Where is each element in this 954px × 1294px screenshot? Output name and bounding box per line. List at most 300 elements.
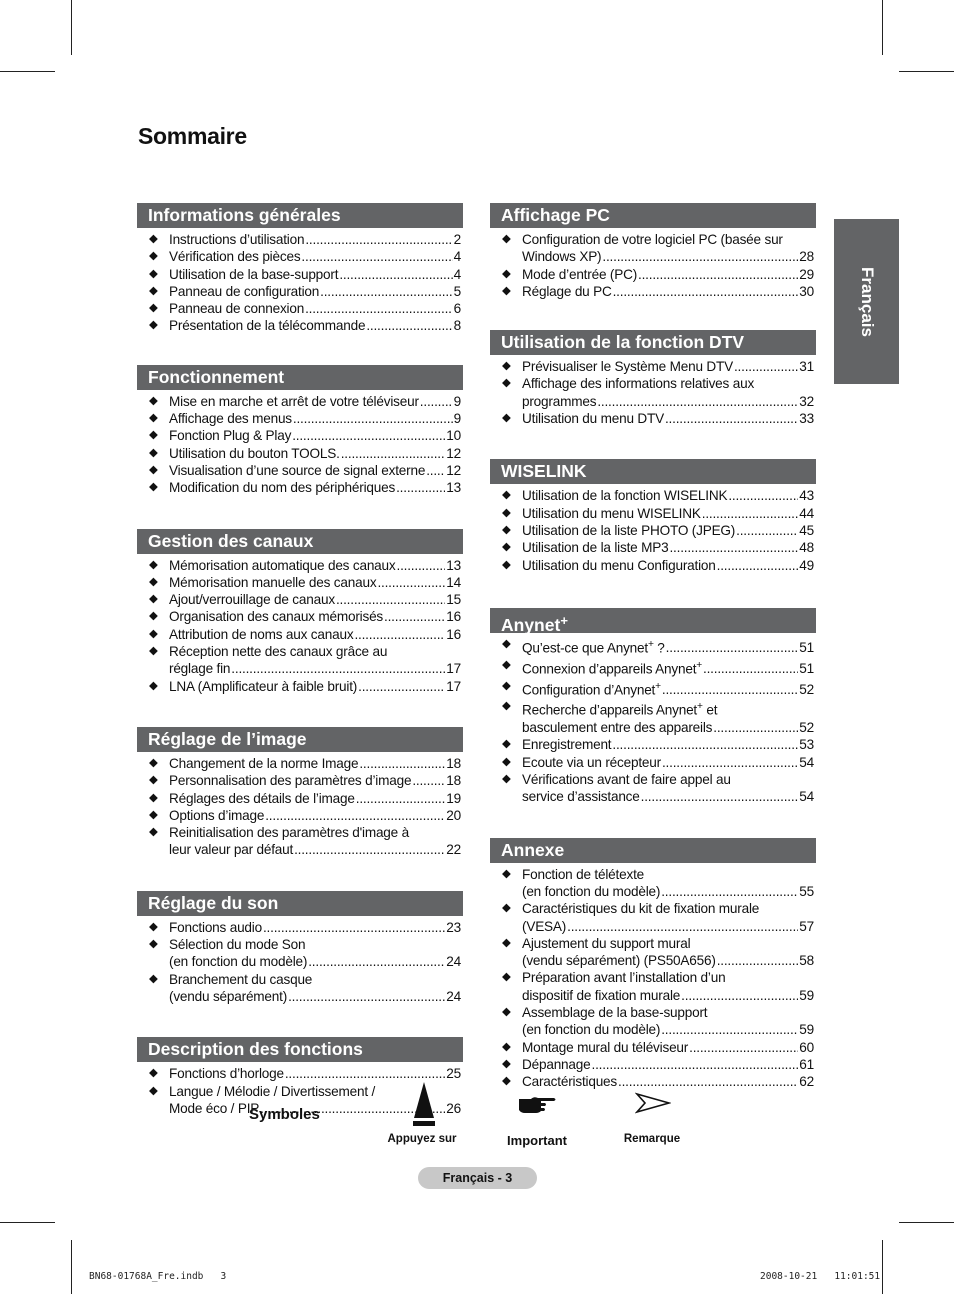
- toc-entry[interactable]: [137, 824, 463, 859]
- dot-leader: [305, 231, 452, 248]
- dot-leader: [681, 987, 798, 1004]
- toc-entry[interactable]: [490, 935, 816, 970]
- toc-entry-line: [522, 754, 814, 771]
- diamond-bullet-icon: ◆: [502, 284, 511, 297]
- toc-entry-text: Utilisation du bouton TOOLS.: [169, 445, 340, 461]
- dot-leader: [641, 788, 799, 805]
- section-heading: Annexe: [490, 838, 816, 863]
- toc-entry-line: [169, 317, 461, 334]
- toc-section: [490, 608, 816, 806]
- page-number: 59: [799, 1022, 814, 1038]
- press-arrow-icon: [408, 1080, 440, 1128]
- section-heading: Réglage du son: [137, 891, 463, 916]
- toc-entry-text: Prévisualiser le Système Menu DTV: [522, 359, 733, 375]
- toc-entry[interactable]: [490, 1073, 816, 1090]
- toc-entry[interactable]: [137, 462, 463, 479]
- dot-leader: [359, 755, 445, 772]
- toc-entry-text: Reinitialisation des paramètres d'image à: [169, 825, 409, 841]
- diamond-bullet-icon: ◆: [149, 756, 158, 769]
- toc-entry-text: Ajustement du support mural: [522, 935, 691, 951]
- toc-entry[interactable]: [137, 445, 463, 462]
- toc-entry[interactable]: [490, 266, 816, 283]
- diamond-bullet-icon: ◆: [149, 593, 158, 606]
- toc-entry[interactable]: [490, 969, 816, 1004]
- toc-entry-line: [522, 719, 814, 736]
- diamond-bullet-icon: ◆: [149, 1067, 158, 1080]
- toc-entry[interactable]: [490, 771, 816, 806]
- diamond-bullet-icon: ◆: [502, 773, 511, 786]
- diamond-bullet-icon: ◆: [149, 267, 158, 280]
- toc-entry[interactable]: [137, 231, 463, 248]
- page-number: 62: [799, 1074, 814, 1090]
- toc-entry-line: [169, 574, 461, 591]
- toc-entry[interactable]: [137, 936, 463, 971]
- toc-entry[interactable]: [490, 487, 816, 504]
- diamond-bullet-icon: ◆: [502, 360, 511, 373]
- page-number: 16: [446, 609, 461, 625]
- toc-entry-line: [522, 952, 814, 969]
- diamond-bullet-icon: ◆: [502, 377, 511, 390]
- toc-entry-text: LNA (Amplificateur à faible bruit): [169, 678, 358, 694]
- dot-leader: [665, 410, 798, 427]
- toc-entry[interactable]: [137, 317, 463, 334]
- toc-entry-text: Affichage des menus: [169, 411, 292, 427]
- toc-entry-line: [169, 591, 461, 608]
- dot-leader: [396, 479, 445, 496]
- toc-entry-line: [169, 772, 461, 789]
- page-number: 45: [799, 522, 814, 538]
- press-caption: Appuyez sur: [387, 1133, 457, 1145]
- toc-entry-text: Panneau de configuration: [169, 283, 320, 299]
- dot-leader: [567, 918, 798, 935]
- page-number: 58: [799, 953, 814, 969]
- toc-entry[interactable]: [137, 393, 463, 410]
- toc-entry-text: Ajout/verrouillage de canaux: [169, 592, 335, 608]
- page-number: 13: [446, 480, 461, 496]
- toc-entry[interactable]: [490, 1039, 816, 1056]
- diamond-bullet-icon: ◆: [502, 679, 511, 692]
- toc-entry-line: [522, 657, 814, 678]
- toc-entry[interactable]: [490, 231, 816, 266]
- crop-mark: [71, 0, 72, 55]
- diamond-bullet-icon: ◆: [149, 250, 158, 263]
- diamond-bullet-icon: ◆: [149, 412, 158, 425]
- toc-entry-text: Utilisation de la liste MP3: [522, 540, 669, 556]
- toc-entry-line: [522, 969, 814, 986]
- toc-entry[interactable]: [490, 678, 816, 699]
- toc-entry[interactable]: [137, 479, 463, 496]
- toc-entry[interactable]: [490, 375, 816, 410]
- page-number: 26: [446, 1100, 461, 1116]
- toc-entry-text: Montage mural du téléviseur: [522, 1039, 689, 1055]
- dot-leader: [669, 539, 798, 556]
- toc-entry-text: Personnalisation des paramètres d’image: [169, 773, 412, 789]
- toc-entry-text: Attribution de noms aux canaux: [169, 626, 354, 642]
- toc-entry-text: Mémorisation manuelle des canaux: [169, 574, 377, 590]
- page-number: 49: [799, 557, 814, 573]
- toc-entry[interactable]: [490, 557, 816, 574]
- print-file-info: BN68-01768A_Fre.indb 3: [89, 1271, 227, 1282]
- crop-mark: [0, 71, 55, 72]
- toc-entry[interactable]: [137, 626, 463, 643]
- toc-entry-text: Changement de la norme Image: [169, 755, 359, 771]
- toc-entry-line: [169, 462, 461, 479]
- toc-entry-line: [169, 953, 461, 970]
- toc-entry-text: Utilisation de la base-support: [169, 266, 339, 282]
- toc-entry-text: Instructions d’utilisation: [169, 232, 305, 247]
- print-datetime: 2008-10-21 11:01:51: [760, 1271, 881, 1282]
- dot-leader: [305, 300, 453, 317]
- toc-entry-line: [169, 824, 461, 841]
- page-number: 17: [446, 678, 461, 694]
- diamond-bullet-icon: ◆: [149, 233, 158, 245]
- page-number: 43: [799, 488, 814, 504]
- page-number: 13: [446, 557, 461, 573]
- diamond-bullet-icon: ◆: [149, 1084, 158, 1097]
- dot-leader: [397, 557, 446, 574]
- dot-leader: [717, 952, 799, 969]
- dot-leader: [412, 772, 445, 789]
- toc-entry-text: Visualisation d’une source de signal externe: [169, 462, 426, 478]
- toc-entry-line: [169, 266, 461, 283]
- dot-leader: [294, 841, 445, 858]
- toc-entry[interactable]: [137, 807, 463, 824]
- diamond-bullet-icon: ◆: [149, 429, 158, 442]
- crop-mark: [71, 1240, 72, 1294]
- dot-leader: [597, 393, 798, 410]
- dot-leader: [666, 639, 799, 656]
- toc-list: [490, 358, 816, 427]
- toc-entry-line: [522, 1039, 814, 1056]
- toc-entry[interactable]: [137, 557, 463, 574]
- toc-entry[interactable]: [490, 736, 816, 753]
- dot-leader: [613, 283, 799, 300]
- toc-entry-text: Réglage du PC: [522, 283, 612, 299]
- toc-entry-text: Assemblage de la base-support: [522, 1005, 708, 1021]
- dot-leader: [320, 283, 452, 300]
- toc-entry[interactable]: [137, 971, 463, 1006]
- toc-entry-text: Sélection du mode Son: [169, 937, 306, 953]
- toc-entry[interactable]: [137, 410, 463, 427]
- toc-entry[interactable]: [490, 539, 816, 556]
- toc-entry-text: dispositif de fixation murale: [522, 987, 681, 1003]
- toc-entry-line: [522, 900, 814, 917]
- toc-entry[interactable]: [137, 300, 463, 317]
- diamond-bullet-icon: ◆: [149, 920, 158, 933]
- dot-leader: [702, 505, 799, 522]
- toc-entry-line: [169, 248, 461, 265]
- page-number: 25: [446, 1066, 461, 1082]
- dot-leader: [301, 248, 452, 265]
- toc-entry[interactable]: [137, 266, 463, 283]
- diamond-bullet-icon: ◆: [502, 936, 511, 949]
- diamond-bullet-icon: ◆: [149, 575, 158, 588]
- toc-entry-line: [522, 636, 814, 657]
- toc-entry-text: Préparation avant l’installation d’un: [522, 970, 726, 986]
- toc-entry-text: Utilisation de la liste PHOTO (JPEG): [522, 522, 736, 538]
- section-heading: Fonctionnement: [137, 365, 463, 390]
- diamond-bullet-icon: ◆: [502, 412, 511, 425]
- toc-entry[interactable]: [490, 657, 816, 678]
- toc-entry-text: Windows XP): [522, 249, 602, 265]
- toc-entry-line: [522, 539, 814, 556]
- page-number: 52: [799, 682, 814, 698]
- diamond-bullet-icon: ◆: [502, 971, 511, 984]
- toc-entry[interactable]: [137, 790, 463, 807]
- toc-entry-line: [169, 919, 461, 936]
- diamond-bullet-icon: ◆: [149, 284, 158, 297]
- page-number: 51: [799, 640, 814, 656]
- page-number: 33: [799, 411, 814, 427]
- diamond-bullet-icon: ◆: [149, 302, 158, 315]
- toc-section: [137, 203, 463, 335]
- dot-leader: [602, 248, 798, 265]
- toc-entry-text: Connexion d’appareils Anynet+: [522, 659, 703, 677]
- diamond-bullet-icon: ◆: [502, 541, 511, 554]
- toc-entry-text: Fonction de télétexte: [522, 866, 645, 882]
- crop-mark: [899, 1222, 954, 1223]
- toc-list: [137, 557, 463, 695]
- toc-entry[interactable]: [137, 772, 463, 789]
- diamond-bullet-icon: ◆: [502, 902, 511, 915]
- toc-entry-text: Enregistrement: [522, 737, 612, 753]
- dot-leader: [384, 608, 445, 625]
- toc-entry[interactable]: [137, 643, 463, 678]
- diamond-bullet-icon: ◆: [502, 233, 511, 245]
- toc-entry-text: (en fonction du modèle): [522, 883, 661, 899]
- page-number: 32: [799, 393, 814, 409]
- toc-entry-line: [522, 375, 814, 392]
- crop-mark: [899, 71, 954, 72]
- toc-entry-line: [169, 790, 461, 807]
- diamond-bullet-icon: ◆: [502, 489, 511, 502]
- diamond-bullet-icon: ◆: [502, 1006, 511, 1019]
- toc-entry-line: [169, 678, 461, 695]
- dot-leader: [661, 1021, 798, 1038]
- toc-entry-text: Fonctions audio: [169, 919, 262, 935]
- toc-entry-line: [522, 1021, 814, 1038]
- toc-entry-line: [522, 283, 814, 300]
- toc-entry-line: [522, 1056, 814, 1073]
- toc-entry[interactable]: [490, 900, 816, 935]
- toc-entry-text: Fonctions d’horloge: [169, 1066, 284, 1082]
- diamond-bullet-icon: ◆: [149, 319, 158, 332]
- dot-leader: [662, 681, 798, 698]
- dot-leader: [717, 557, 799, 574]
- dot-leader: [736, 522, 798, 539]
- dot-leader: [689, 1039, 798, 1056]
- diamond-bullet-icon: ◆: [149, 791, 158, 804]
- toc-entry-line: [169, 410, 461, 427]
- toc-entry-line: [522, 393, 814, 410]
- page-number-label: Français - 3: [418, 1167, 537, 1189]
- toc-entry[interactable]: [137, 919, 463, 936]
- page-number: 31: [799, 359, 814, 375]
- toc-entry-line: [169, 427, 461, 444]
- toc-entry-text: Configuration de votre logiciel PC (basée sur: [522, 232, 783, 247]
- page-number: 12: [446, 445, 461, 461]
- page-number: 61: [799, 1056, 814, 1072]
- page-number: 28: [799, 249, 814, 265]
- toc-entry-text: Options d’image: [169, 807, 265, 823]
- toc-entry-text: Modification du nom des périphériques: [169, 480, 396, 496]
- toc-section: [490, 203, 816, 300]
- diamond-bullet-icon: ◆: [502, 267, 511, 280]
- toc-entry-line: [522, 883, 814, 900]
- toc-entry-text: programmes: [522, 393, 597, 409]
- page-number: 52: [799, 720, 814, 736]
- diamond-bullet-icon: ◆: [149, 558, 158, 571]
- toc-entry-text: Mode éco / PIP: [169, 1100, 260, 1116]
- page-number: 14: [446, 574, 461, 590]
- toc-entry[interactable]: [490, 1056, 816, 1073]
- diamond-bullet-icon: ◆: [149, 972, 158, 985]
- page-number: 24: [446, 988, 461, 1004]
- toc-entry-line: [169, 755, 461, 772]
- toc-entry[interactable]: [137, 591, 463, 608]
- toc-left-column: [137, 173, 463, 1117]
- toc-entry-text: basculement entre des appareils: [522, 720, 713, 736]
- toc-entry-text: Branchement du casque: [169, 971, 313, 987]
- diamond-bullet-icon: ◆: [149, 610, 158, 623]
- toc-entry-line: [522, 736, 814, 753]
- toc-entry-line: [169, 283, 461, 300]
- dot-leader: [308, 953, 445, 970]
- dot-leader: [356, 790, 446, 807]
- toc-entry-line: [522, 266, 814, 283]
- toc-entry[interactable]: [137, 283, 463, 300]
- toc-entry-line: [522, 522, 814, 539]
- toc-entry-text: Présentation de la télécommande: [169, 318, 366, 334]
- page-number: 18: [446, 755, 461, 771]
- toc-entry-line: [522, 918, 814, 935]
- important-caption: Important: [507, 1133, 567, 1148]
- toc-entry-line: [522, 487, 814, 504]
- toc-entry-line: [522, 505, 814, 522]
- diamond-bullet-icon: ◆: [502, 1057, 511, 1070]
- toc-entry[interactable]: [137, 678, 463, 695]
- toc-entry-line: [169, 936, 461, 953]
- toc-entry[interactable]: [137, 248, 463, 265]
- toc-entry[interactable]: [490, 636, 816, 657]
- dot-leader: [728, 487, 798, 504]
- dot-leader: [618, 1073, 798, 1090]
- dot-leader: [713, 719, 798, 736]
- toc-entry[interactable]: [490, 522, 816, 539]
- page-number: 20: [446, 807, 461, 823]
- page-number: 15: [446, 592, 461, 608]
- toc-entry-line: [522, 788, 814, 805]
- toc-entry[interactable]: [137, 574, 463, 591]
- toc-entry[interactable]: [490, 358, 816, 375]
- toc-entry-text: (VESA): [522, 918, 567, 934]
- toc-entry[interactable]: [490, 754, 816, 771]
- dot-leader: [703, 660, 798, 677]
- toc-list: [490, 636, 816, 806]
- page-number: 29: [799, 266, 814, 282]
- dot-leader: [354, 626, 445, 643]
- dot-leader: [420, 393, 453, 410]
- toc-entry-text: Caractéristiques: [522, 1074, 618, 1090]
- dot-leader: [366, 317, 452, 334]
- toc-entry-line: [522, 248, 814, 265]
- page-number: 54: [799, 789, 814, 805]
- page-number: 9: [453, 411, 461, 427]
- toc-entry-text: Utilisation du menu WISELINK: [522, 505, 701, 521]
- dot-leader: [377, 574, 445, 591]
- toc-entry-text: (en fonction du modèle): [522, 1022, 661, 1038]
- dot-leader: [263, 919, 445, 936]
- toc-section: [490, 459, 816, 573]
- toc-entry[interactable]: [490, 698, 816, 736]
- section-heading: Informations générales: [137, 203, 463, 228]
- toc-entry[interactable]: [137, 755, 463, 772]
- diamond-bullet-icon: ◆: [502, 755, 511, 768]
- language-tab: [834, 219, 899, 384]
- toc-entry-text: service d’assistance: [522, 789, 640, 805]
- section-heading: WISELINK: [490, 459, 816, 484]
- diamond-bullet-icon: ◆: [502, 738, 511, 751]
- toc-section: [490, 330, 816, 427]
- dot-leader: [592, 1056, 799, 1073]
- diamond-bullet-icon: ◆: [502, 867, 511, 880]
- toc-entry-line: [169, 643, 461, 660]
- dot-leader: [293, 410, 453, 427]
- toc-entry-line: [522, 698, 814, 719]
- toc-entry-text: (vendu séparément) (PS50A656): [522, 953, 716, 969]
- toc-list: [137, 755, 463, 859]
- page-number: 57: [799, 918, 814, 934]
- toc-entry-text: Mise en marche et arrêt de votre téléviseur: [169, 393, 419, 409]
- toc-entry[interactable]: [137, 427, 463, 444]
- toc-entry[interactable]: [490, 1004, 816, 1039]
- dot-leader: [341, 445, 446, 462]
- diamond-bullet-icon: ◆: [502, 523, 511, 536]
- dot-leader: [662, 754, 798, 771]
- page-number: 19: [446, 790, 461, 806]
- toc-entry[interactable]: [137, 608, 463, 625]
- toc-entry-text: Ecoute via un récepteur: [522, 754, 661, 770]
- page-title: Sommaire: [138, 123, 247, 149]
- toc-section: [137, 365, 463, 497]
- toc-entry-line: [522, 410, 814, 427]
- page-number: 53: [799, 737, 814, 753]
- language-tab-label: Français: [857, 266, 877, 337]
- toc-entry[interactable]: [490, 283, 816, 300]
- diamond-bullet-icon: ◆: [149, 679, 158, 692]
- arrowhead-icon: [635, 1092, 671, 1114]
- toc-entry[interactable]: [490, 866, 816, 901]
- diamond-bullet-icon: ◆: [149, 446, 158, 459]
- diamond-bullet-icon: ◆: [149, 463, 158, 476]
- page-number: 8: [453, 318, 461, 334]
- toc-entry-text: Dépannage: [522, 1056, 591, 1072]
- page-number: 6: [453, 301, 461, 317]
- toc-entry-text: Fonction Plug & Play: [169, 428, 292, 444]
- page-number: 12: [446, 462, 461, 478]
- section-heading: Réglage de l’image: [137, 727, 463, 752]
- toc-entry[interactable]: [490, 505, 816, 522]
- toc-entry-text: Qu’est-ce que Anynet+ ?: [522, 638, 665, 656]
- page-number: 4: [453, 249, 461, 265]
- toc-entry[interactable]: [490, 410, 816, 427]
- page-number: 23: [446, 919, 461, 935]
- page-number: 18: [446, 773, 461, 789]
- diamond-bullet-icon: ◆: [502, 1040, 511, 1053]
- section-heading: Gestion des canaux: [137, 529, 463, 554]
- page-number: 16: [446, 626, 461, 642]
- dot-leader: [292, 427, 445, 444]
